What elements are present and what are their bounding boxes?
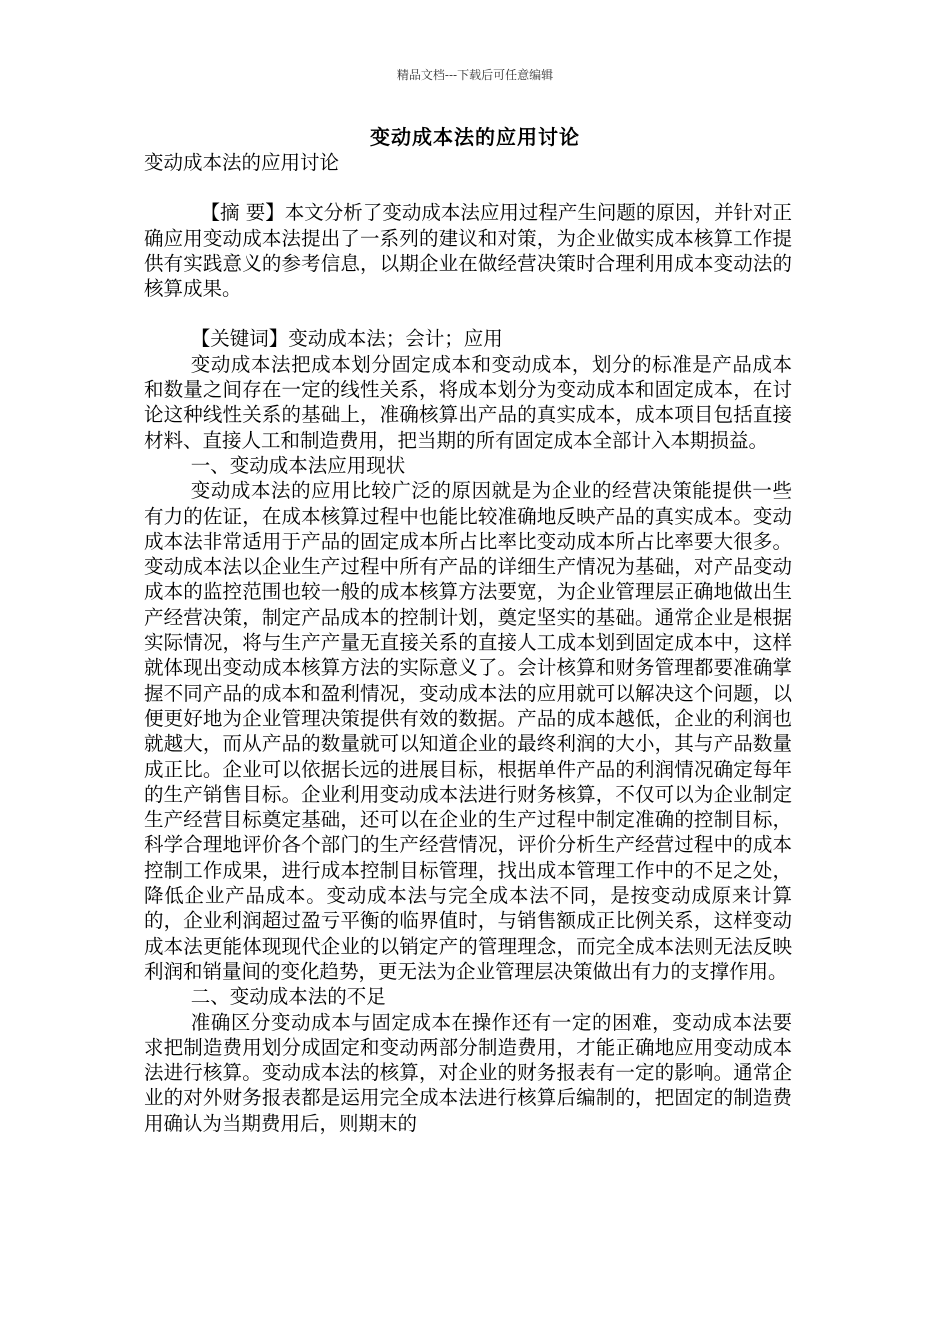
document-title: 变动成本法的应用讨论 <box>370 125 580 149</box>
header-note: 精品文档---下载后可任意编辑 <box>396 68 554 82</box>
document-subtitle: 变动成本法的应用讨论 <box>144 151 340 174</box>
intro-paragraph: 变动成本法把成本划分固定成本和变动成本，划分的标准是产品成本和数量之间存在一定的线性关系，将成本划分为变动成本和固定成本，在讨论这种线性关系的基础上，准确核算出产品的真实成本，成本项目包括直接材料、直接人工和制造费用，把当期的所有固定成本全部计入本期损益。 <box>144 352 792 452</box>
keywords-line: 【关键词】变动成本法；会计；应用 <box>190 327 503 351</box>
section-heading-2: 二、变动成本法的不足 <box>190 985 386 1009</box>
section-1-paragraph: 变动成本法的应用比较广泛的原因就是为企业的经营决策能提供一些有力的佐证，在成本核算过程中也能比较准确地反映产品的真实成本。变动成本法非常适用于产品的固定成本所占比率比变动成本所占比率要大很多。变动成本法以企业生产过程中所有产品的详细生产情况为基础，对产品变动成本的监控范围也较一般的成本核算方法要宽，为企业管理层正确地做出生产经营决策，制定产品成本的控制计划，奠定坚实的基础。通常企业是根据实际情况，将与生产产量无直接关系的直接人工成本划到固定成本中，这样就体现出变动成本核算方法的实际意义了。会计核算和财务管理都要准确掌握不同产品的成本和盈利情况，变动成本法的应用就可以解决这个问题，以便更好地为企业管理决策提供有效的数据。产品的成本越低，企业的利润也就越大，而从产品的数量就可以知道企业的最终利润的大小，其与产品数量成正比。企业可以依据长远的进展目标，根据单件产品的利润情况确定每年的生产销售目标。企业利用变动成本法进行财务核算，不仅可以为企业制定生产经营目标奠定基础，还可以在企业的生产过程中制定准确的控制目标，科学合理地评价各个部门的生产经营情况，评价分析生产经营过程中的成本控制工作成果，进行成本控制目标管理，找出成本管理工作中的不足之处，降低企业产品成本。变动成本法与完全成本法不同，是按变动成原来计算的，企业利润超过盈亏平衡的临界值时，与销售额成正比例关系，这样变动成本法更能体现现代企业的以销定产的管理理念，而完全成本法则无法反映利润和销量间的变化趋势，更无法为企业管理层决策做出有力的支撑作用。 <box>144 479 792 983</box>
section-2-paragraph: 准确区分变动成本与固定成本在操作还有一定的困难，变动成本法要求把制造费用划分成固定和变动两部分制造费用，才能正确地应用变动成本法进行核算。变动成本法的核算，对企业的财务报表有一定的影响。通常企业的对外财务报表都是运用完全成本法进行核算后编制的，把固定的制造费用确认为当期费用后，则期末的 <box>144 1010 792 1135</box>
document-body <box>144 150 792 1136</box>
abstract-paragraph: 【摘 要】本文分析了变动成本法应用过程产生问题的原因，并针对正确应用变动成本法提出了一系列的建议和对策，为企业做实成本核算工作提供有实践意义的参考信息，以期企业在做经营决策时合理利用成本变动法的核算成果。 <box>144 201 792 301</box>
section-heading-1: 一、变动成本法应用现状 <box>190 453 406 477</box>
